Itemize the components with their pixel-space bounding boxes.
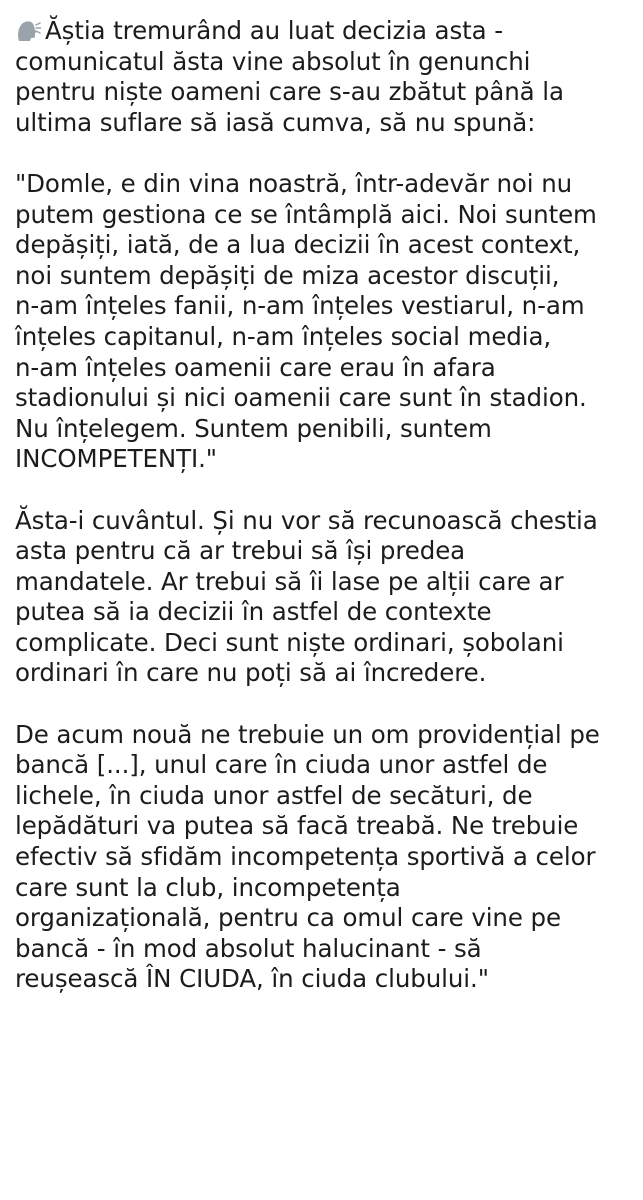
text-line: depășiți, iată, de a lua decizii în acest context,: [15, 230, 581, 260]
text-line: ordinari în care nu poți să ai încredere.: [15, 658, 487, 688]
line-text: Ăștia tremurând au luat decizia asta -: [45, 16, 503, 45]
text-line: INCOMPETENȚI.": [15, 444, 217, 474]
text-line: De acum nouă ne trebuie un om providențial pe: [15, 719, 600, 749]
paragraph-3: [15, 506, 629, 690]
text-line: stadionului și nici oamenii care sunt în stadion.: [15, 383, 587, 413]
text-line: Nu înțelegem. Suntem penibili, suntem: [15, 413, 492, 443]
paragraph-4: [15, 720, 629, 995]
text-line: comunicatul ăsta vine absolut în genunchi: [15, 46, 531, 76]
text-line: mandatele. Ar trebui să îi lase pe alții care ar: [15, 566, 564, 596]
text-line: n-am înțeles oamenii care erau în afara: [15, 352, 496, 382]
text-line: pentru niște oameni care s-au zbătut până la: [15, 77, 564, 107]
text-line: reușească ÎN CIUDA, în ciuda clubului.": [15, 964, 489, 994]
text-line: efectiv să sfidăm incompetența sportivă a celor: [15, 842, 596, 872]
text-line: bancă [...], unul care în ciuda unor astfel de: [15, 750, 548, 780]
text-line: Ăsta-i cuvântul. Și nu vor să recunoască chestia: [15, 505, 598, 535]
paragraph-1: [15, 16, 629, 138]
text-line: "Domle, e din vina noastră, într-adevăr noi nu: [15, 168, 573, 198]
text-line: complicate. Deci sunt niște ordinari, șobolani: [15, 627, 564, 657]
text-line: lichele, în ciuda unor astfel de secături, de: [15, 780, 533, 810]
text-line: n-am înțeles fanii, n-am înțeles vestiarul, n-am: [15, 291, 585, 321]
text-line: noi suntem depășiți de miza acestor discuții,: [15, 260, 560, 290]
text-line: organizațională, pentru ca omul care vine pe: [15, 903, 561, 933]
text-line: putea să ia decizii în astfel de contexte: [15, 597, 492, 627]
text-line: [15, 16, 629, 47]
text-line: lepădături va putea să facă treabă. Ne trebuie: [15, 811, 579, 841]
text-line: asta pentru că ar trebui să își predea: [15, 536, 466, 566]
text-line: bancă - în mod absolut halucinant - să: [15, 933, 482, 963]
text-line: care sunt la club, incompetența: [15, 872, 401, 902]
text-line: înțeles capitanul, n-am înțeles social media,: [15, 321, 552, 351]
paragraph-2: [15, 169, 629, 475]
text-line: putem gestiona ce se întâmplă aici. Noi suntem: [15, 199, 597, 229]
text-line: ultima suflare să iasă cumva, să nu spună:: [15, 107, 536, 137]
speaking-head-icon: [15, 19, 41, 43]
